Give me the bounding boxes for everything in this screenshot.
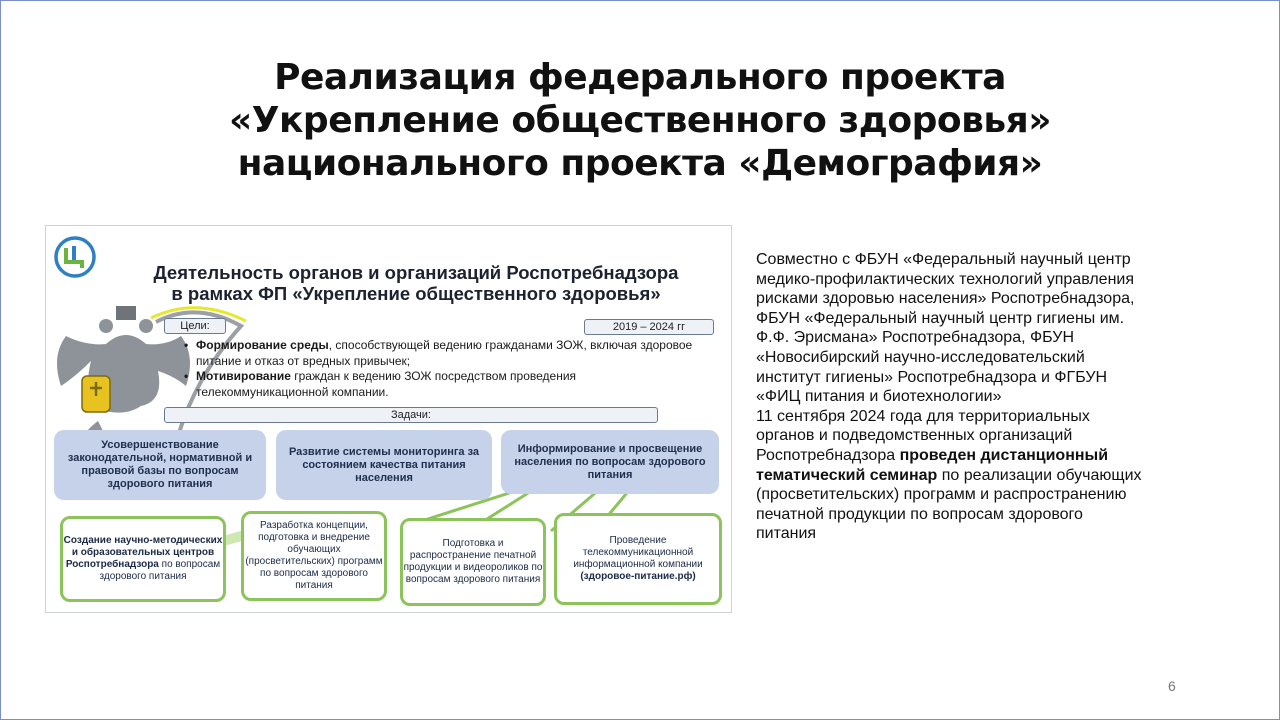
- description-span: рисками здоровью населения» Роспотребнадзора,: [756, 290, 1135, 308]
- description-line: [756, 309, 1246, 329]
- action-card: [241, 511, 387, 601]
- task-card: Усовершенствование законодательной, нормативной и правовой базы по вопросам здорового питания: [54, 430, 266, 500]
- description-line: [756, 505, 1246, 525]
- slide-title: [0, 56, 1280, 185]
- description-span: (просветительских) программ и распространению: [756, 486, 1127, 504]
- action-bold: (здоровое-питание.рф): [580, 571, 696, 582]
- title-line: национального проекта «Демография»: [237, 143, 1043, 184]
- title-line: Реализация федерального проекта: [274, 57, 1006, 98]
- goals-label: Цели:: [164, 318, 226, 334]
- infographic-heading-line: Деятельность органов и организаций Роспотребнадзора: [153, 262, 679, 283]
- action-text: Подготовка и распространение печатной продукции и видеороликов по вопросам здорового питания: [403, 538, 543, 585]
- description-line: [756, 426, 1246, 446]
- description-span: по реализации обучающих: [937, 466, 1142, 484]
- period-badge: 2019 – 2024 гг: [584, 319, 714, 335]
- description-bold: тематический семинар: [756, 466, 938, 484]
- action-card: [554, 513, 722, 605]
- description-line: [756, 387, 1246, 407]
- action-card: [60, 516, 226, 602]
- description-span: медико-профилактических технологий управления: [756, 270, 1134, 288]
- description-span: институт гигиены» Роспотребнадзора и ФГБУН: [756, 368, 1108, 386]
- goal-bold: Мотивирование: [196, 369, 291, 383]
- rospotrebnadzor-logo-icon: [56, 238, 94, 276]
- description-span: 11 сентября 2024 года для территориальных: [756, 407, 1090, 425]
- action-text: Разработка концепции, подготовка и внедрение обучающих (просветительских) программ по вопросам здорового питания: [245, 520, 383, 591]
- description-span: питания: [756, 525, 817, 543]
- goal-item: [184, 338, 704, 369]
- description-line: [756, 368, 1246, 388]
- description-line: [756, 270, 1246, 290]
- action-card: [400, 518, 546, 606]
- description-span: «ФИЦ питания и биотехнологии»: [756, 388, 1002, 406]
- goals-list: [184, 338, 704, 400]
- goal-item: [184, 369, 704, 400]
- action-text: Проведение телекоммуникационной информационной компании: [573, 535, 703, 570]
- description-line: [756, 466, 1246, 486]
- task-card: Развитие системы мониторинга за состоянием качества питания населения: [276, 430, 492, 500]
- page-number: 6: [1168, 678, 1176, 694]
- goal-bold: Формирование среды: [196, 338, 329, 352]
- description-line: [756, 289, 1246, 309]
- description-bold: проведен дистанционный: [899, 446, 1109, 464]
- description-span: Роспотребнадзора: [756, 446, 900, 464]
- description-line: [756, 446, 1246, 466]
- description-span: Ф.Ф. Эрисмана» Роспотребнадзора, ФБУН: [756, 329, 1074, 347]
- description-line: [756, 485, 1246, 505]
- description-span: печатной продукции по вопросам здорового: [756, 505, 1083, 523]
- infographic-heading-line: в рамках ФП «Укрепление общественного здоровья»: [171, 283, 661, 304]
- description-text: [756, 250, 1246, 544]
- action-bold: Создание научно-методических и образовательных центров Роспотребнадзора: [63, 535, 223, 570]
- goal-text: граждан к ведению ЗОЖ посредством проведения телекоммуникационной компании.: [196, 369, 577, 399]
- description-line: [756, 328, 1246, 348]
- description-line: [756, 348, 1246, 368]
- description-span: ФБУН «Федеральный научный центр гигиены им.: [756, 309, 1125, 327]
- title-line: «Укрепление общественного здоровья»: [228, 100, 1051, 141]
- description-span: Совместно с ФБУН «Федеральный научный центр: [756, 251, 1131, 268]
- infographic-image: [46, 226, 731, 612]
- task-card: Информирование и просвещение населения по вопросам здорового питания: [501, 430, 719, 494]
- description-line: [756, 524, 1246, 544]
- infographic-heading: [106, 262, 726, 304]
- goal-text: , способствующей ведению гражданами ЗОЖ, включая здоровое питание и отказ от вредных привычек;: [196, 338, 693, 368]
- description-span: «Новосибирский научно-исследовательский: [756, 348, 1085, 366]
- action-text: по вопросам здорового питания: [99, 559, 221, 582]
- description-line: [756, 250, 1246, 270]
- description-span: органов и подведомственных организаций: [756, 427, 1073, 445]
- tasks-label: Задачи:: [164, 407, 658, 423]
- description-line: [756, 407, 1246, 427]
